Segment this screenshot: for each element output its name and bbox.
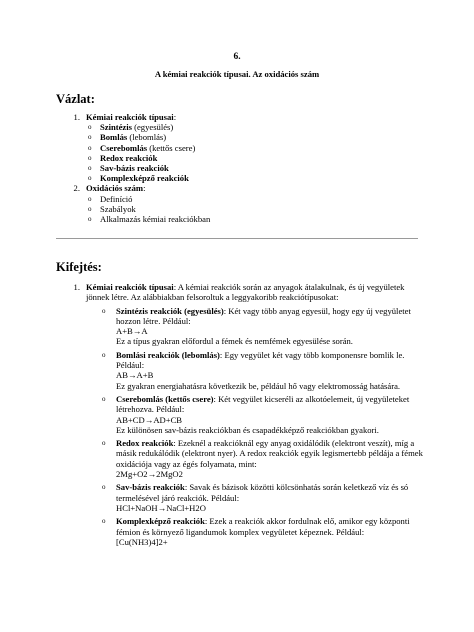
outline-subitem-text: (lebomlás) [127,132,167,143]
chapter-title: A kémiai reakciók típusai. Az oxidációs szám [154,69,320,79]
reaction-note: Ez különösen sav-bázis reakciókban és csapadékképző reakciókban gyakori. [116,424,379,435]
reaction-equation: A+B→A [116,326,148,337]
reaction-note: Ez a típus gyakran előfordul a fémek és nemfémek egyesülése során. [116,336,353,347]
outline-heading: Vázlat: [56,92,95,106]
outline-subitem [56,163,436,173]
outline-item-label: Oxidációs szám [86,183,144,194]
bullet-icon: o [88,204,92,213]
bullet-icon: o [102,306,106,315]
reaction-type-text: : Ezeknél a reakcióknál egy anyag oxidálódik (elektront veszít), míg a másik redukálódik (elektront nyer). A redox reakciók egyik legismertebb példája a fémek oxidációja vagy az égés folyamata, mint: [116,438,423,469]
reaction-type-text: : Két vagy több anyag egyesül, hogy egy új vegyületet hozzon létre. Például: [116,305,411,326]
outline-subitem-bold: Komplexképző reakciók [100,173,189,184]
bullet-icon: o [88,143,92,152]
bullet-icon: o [88,164,92,173]
outline-subitem [56,173,436,183]
outline-subitem-bold: Szintézis [100,122,132,133]
outline-subitem [56,153,436,163]
outline-subitem-bold: Cserebomlás [100,142,148,153]
bullet-icon: o [88,174,92,183]
outline-subitem-text: (kettős csere) [147,142,196,153]
bullet-icon: o [102,517,106,526]
reaction-type-entry [86,306,428,347]
reaction-equation: 2Mg+O2→2MgO2 [116,469,183,480]
details-item [56,282,428,547]
bullet-icon: o [102,483,106,492]
outline-item-suffix: : [173,112,177,122]
reaction-type-title: Bomlási reakciók (lebomlás) [116,349,220,360]
outline-subitem [56,143,436,153]
outline-subitem [56,204,436,214]
reaction-type-text: : Két vegyület kicseréli az alkotóelemeit, új vegyületeket létrehozva. Például: [116,393,410,415]
reaction-type-title: Komplexképző reakciók [116,516,205,527]
reaction-note: Ez gyakran energiahatásra következik be, például hő vagy elektromosság hatására. [116,380,401,391]
outline-item [56,183,436,193]
outline-subitem [56,132,436,142]
bullet-icon: o [88,133,92,142]
reaction-equation: HCl+NaOH→NaCl+H2O [116,502,206,513]
outline-item-label: Kémiai reakciók típusai [86,112,174,122]
reaction-equation: [Cu(NH3)4]2+ [116,536,168,547]
outline-item-number: 1. [73,112,80,122]
outline-item-suffix: : [143,183,146,194]
reaction-type-entry [86,438,428,479]
outline-subitem-bold: Bomlás [100,132,128,143]
bullet-icon: o [88,215,92,224]
reaction-type-entry [86,516,428,547]
details-body [56,282,428,547]
outline-subitem-bold: Redox reakciók [100,152,158,163]
bullet-icon: o [88,123,92,132]
bullet-icon: o [102,439,106,448]
outline-item [56,112,436,122]
reaction-type-entry [86,394,428,435]
reaction-type-title: Szintézis reakciók (egyesülés) [116,305,224,316]
outline-subitem [56,214,436,224]
outline-subitem-text: Szabályok [100,203,136,214]
section-divider [56,238,418,239]
details-item-number: 1. [73,282,80,292]
bullet-icon: o [88,194,92,203]
details-item-label: Kémiai reakciók típusai [86,282,174,292]
reaction-type-text: : Savak és bázisok közötti kölcsönhatás során keletkező víz és só termelésével járó reakciók. Például: [116,482,409,503]
bullet-icon: o [102,394,106,403]
reaction-type-title: Cserebomlás (kettős csere) [116,393,214,404]
reaction-equation: AB→A+B [116,370,154,381]
reaction-type-text: : Ezek a reakciók akkor fordulnak elő, amikor egy központi fémion és környező ligandumok komplex vegyületet képeznek. Például: [116,516,410,537]
outline-subitem-text: (egyesülés) [131,122,174,133]
bullet-icon: o [102,350,106,359]
reaction-type-entry [86,482,428,513]
chapter-number: 6. [233,52,241,62]
outline-item-number: 2. [73,183,80,194]
details-heading: Kifejtés: [56,260,102,274]
reaction-type-title: Redox reakciók [116,438,174,449]
outline-subitem [56,194,436,204]
reaction-type-entry [86,350,428,391]
reaction-type-title: Sav-bázis reakciók [116,482,185,493]
outline-subitem-text: Alkalmazás kémiai reakciókban [100,214,211,225]
reaction-type-text: : Egy vegyület két vagy több komponensre bomlik le. Például: [116,349,405,371]
details-item-text: : A kémiai reakciók során az anyagok átalakulnak, és új vegyületek jönnek létre. Az alábbiakban felsoroltuk a leggyakoribb reakciótípusokat: [86,282,405,303]
outline-list [56,112,436,224]
bullet-icon: o [88,153,92,162]
outline-subitem-text: Definíció [100,193,133,204]
outline-subitem-bold: Sav-bázis reakciók [100,163,169,174]
reaction-equation: AB+CD→AD+CB [116,414,183,425]
outline-subitem [56,122,436,132]
